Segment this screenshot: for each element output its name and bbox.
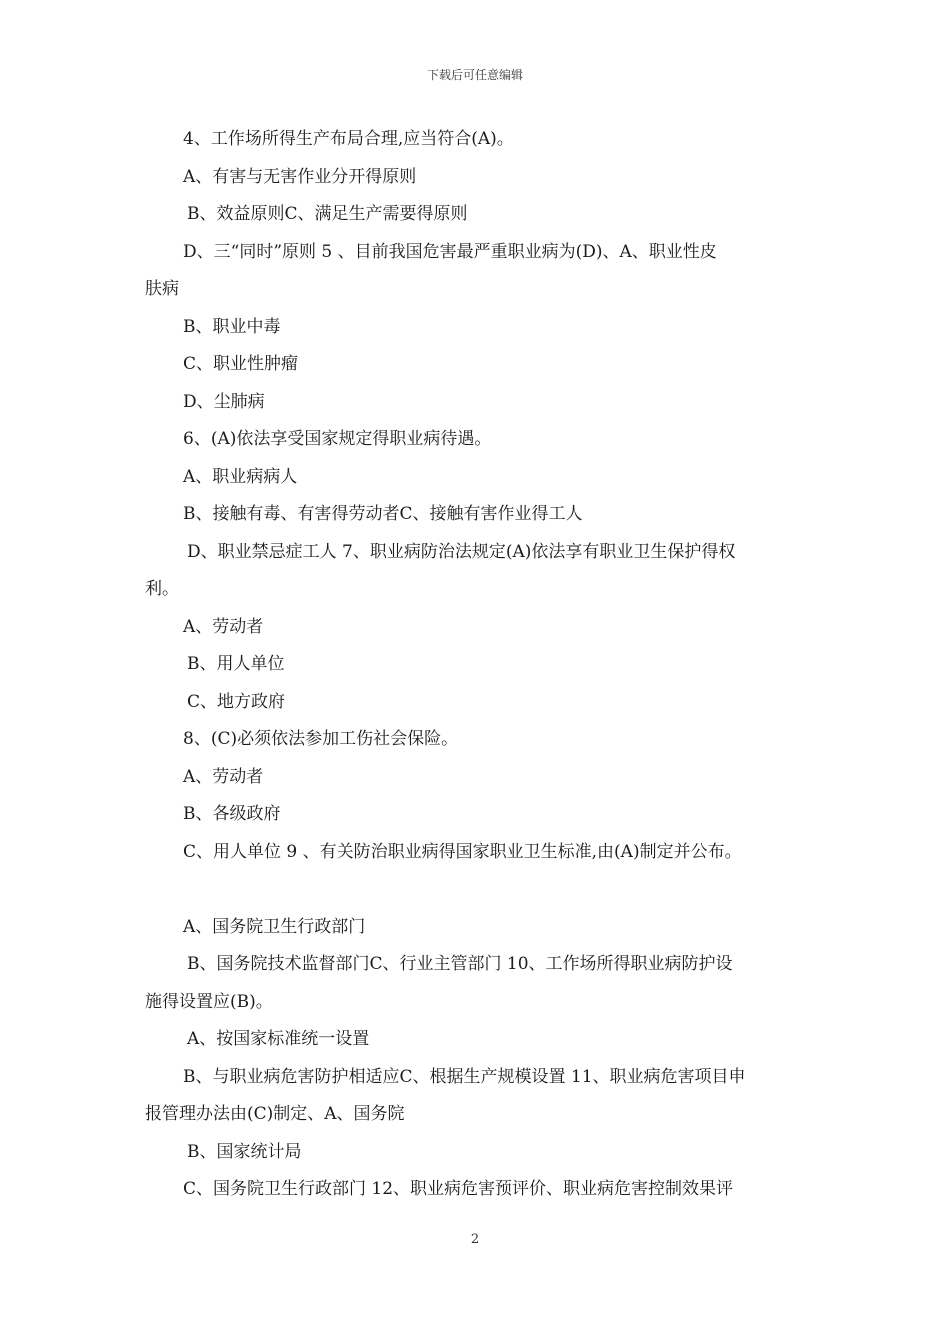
option-text: A、劳动者	[183, 616, 264, 637]
option-text: A、按国家标准统一设置	[187, 1029, 370, 1049]
wrapped-text: 利。	[145, 579, 179, 599]
option-text: B、各级政府	[183, 804, 281, 824]
option-text: C、地方政府	[187, 691, 286, 712]
option-text: D、三“同时”原则 5 、目前我国危害最严重职业病为(D)、A、职业性皮	[183, 241, 717, 262]
option-text: B、国务院技术监督部门C、行业主管部门 10、工作场所得职业病防护设	[187, 954, 733, 974]
question-6: 6、(A)依法享受国家规定得职业病待遇。	[183, 429, 492, 449]
wrapped-text: 肤病	[145, 279, 179, 299]
question-4: 4、工作场所得生产布局合理,应当符合(A)。	[183, 129, 514, 149]
option-text: C、职业性肿瘤	[183, 354, 299, 374]
option-text: B、国家统计局	[187, 1141, 302, 1162]
option-text: B、效益原则C、满足生产需要得原则	[187, 204, 468, 224]
document-body	[145, 121, 810, 1209]
wrapped-text: 报管理办法由(C)制定、A、国务院	[145, 1104, 405, 1124]
blank-line	[145, 871, 810, 909]
option-text: C、国务院卫生行政部门 12、职业病危害预评价、职业病危害控制效果评	[183, 1179, 734, 1199]
option-text: D、职业禁忌症工人 7、职业病防治法规定(A)依法享有职业卫生保护得权	[187, 541, 736, 562]
page-number: 2	[470, 1232, 480, 1247]
option-text: A、国务院卫生行政部门	[183, 916, 366, 937]
option-text: D、尘肺病	[183, 391, 265, 412]
option-text: A、有害与无害作业分开得原则	[183, 166, 417, 187]
question-8: 8、(C)必须依法参加工伤社会保险。	[183, 729, 459, 749]
option-text: B、与职业病危害防护相适应C、根据生产规模设置 11、职业病危害项目申	[183, 1066, 746, 1087]
option-text: A、劳动者	[183, 766, 264, 787]
option-text: B、用人单位	[187, 654, 285, 674]
option-text: B、职业中毒	[183, 316, 281, 337]
option-text: A、职业病病人	[183, 466, 298, 487]
wrapped-text: 施得设置应(B)。	[145, 991, 273, 1012]
option-text: B、接触有毒、有害得劳动者C、接触有害作业得工人	[183, 504, 583, 524]
page-header: 下载后可任意编辑	[426, 68, 523, 82]
option-text: C、用人单位 9 、有关防治职业病得国家职业卫生标准,由(A)制定并公布。	[183, 841, 742, 862]
